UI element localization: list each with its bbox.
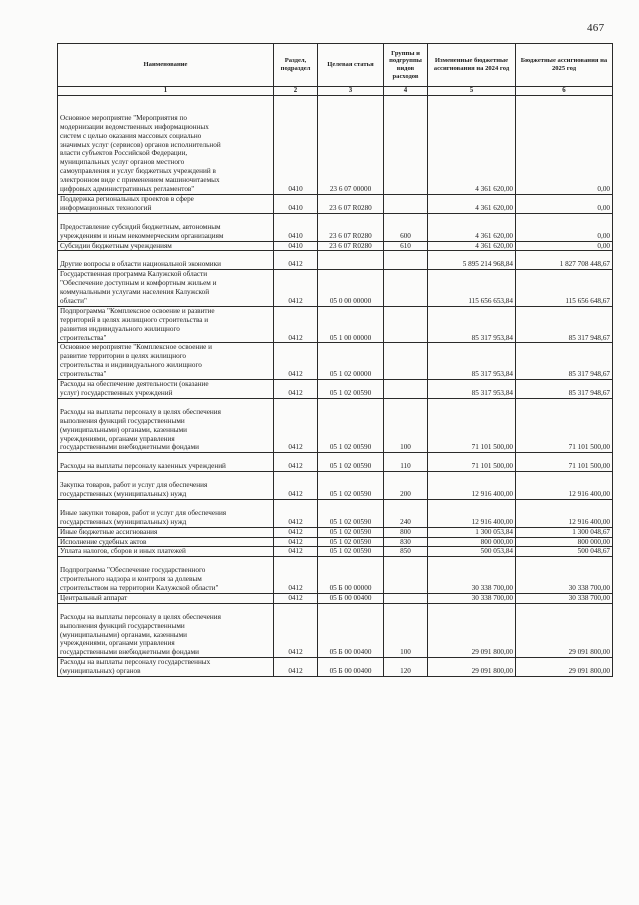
row-name [58,527,274,537]
row-name-line: (муниципальных) органов [60,667,141,676]
row-amount-2024: 29 091 800,00 [428,603,516,657]
row-amount-2024: 500 053,84 [428,547,516,557]
row-amount-2024: 71 101 500,00 [428,398,516,452]
row-amount-2024: 1 300 053,84 [428,527,516,537]
row-group: 850 [384,547,428,557]
row-name-line: Расходы на выплаты персоналу в целях обеспечения [60,407,221,416]
column-number: 2 [274,87,318,96]
row-amount-2025: 71 101 500,00 [516,398,613,452]
row-amount-2025: 800 000,00 [516,537,613,547]
header-section: Раздел, подраздел [274,44,318,87]
row-name-line: выполнения функций государственными [60,416,185,425]
row-article: 05 1 02 00590 [318,380,384,399]
row-name-line: (муниципальными) органами, казенными [60,425,188,434]
row-name-line: "Обеспечение доступным и комфортным жильем и [60,279,217,288]
row-article: 05 1 02 00590 [318,453,384,472]
row-name-line: электронном виде с применением машиночитаемых [60,176,220,185]
row-name-line: Расходы на выплаты персоналу казенных учреждений [60,462,226,471]
row-name-line: Основное мероприятие "Мероприятия по [60,113,187,122]
row-name [58,241,274,251]
row-name-line: власти субъектов Российской Федерации, [60,149,188,158]
column-number: 5 [428,87,516,96]
row-name [58,658,274,677]
table-row [58,241,613,251]
row-name-line: Расходы на выплаты персоналу государственных [60,658,211,667]
row-name-line: Поддержка региональных проектов в сфере [60,194,194,203]
table-row [58,343,613,380]
row-name-line [60,96,271,105]
row-article: 05 1 02 00590 [318,499,384,527]
row-article: 05 1 02 00590 [318,527,384,537]
table-row [58,547,613,557]
row-article: 05 1 02 00000 [318,343,384,380]
row-section: 0412 [274,306,318,343]
header-article: Целевая статья [318,44,384,87]
row-section: 0412 [274,603,318,657]
row-article: 23 6 07 00000 [318,96,384,195]
row-name-line: государственными внебюджетными фондами [60,443,199,452]
row-amount-2025: 1 300 048,67 [516,527,613,537]
table-row [58,658,613,677]
row-article: 05 0 00 00000 [318,270,384,307]
row-article: 05 1 00 00000 [318,306,384,343]
row-name [58,306,274,343]
column-number: 3 [318,87,384,96]
row-section: 0412 [274,547,318,557]
row-group: 830 [384,537,428,547]
row-name-line: Подпрограмма "Обеспечение государственного [60,566,206,575]
column-number: 1 [58,87,274,96]
row-amount-2024: 4 361 620,00 [428,241,516,251]
row-amount-2025: 12 916 400,00 [516,472,613,500]
row-name-line: строительства" [60,333,107,342]
row-name-line: учреждениями, органами управления [60,639,175,648]
row-article: 05 Б 00 00400 [318,658,384,677]
row-name [58,499,274,527]
row-group [384,593,428,603]
row-name [58,96,274,195]
row-name-line: учреждениям и иным некоммерческим организациям [60,231,224,240]
row-article: 23 6 07 R0280 [318,241,384,251]
row-amount-2024: 4 361 620,00 [428,194,516,213]
row-amount-2024: 12 916 400,00 [428,499,516,527]
row-article: 05 Б 00 00000 [318,557,384,594]
row-article: 23 6 07 R0280 [318,213,384,241]
row-section: 0410 [274,241,318,251]
row-group [384,306,428,343]
row-group: 800 [384,527,428,537]
row-name-line [60,399,271,408]
row-name-line: Уплата налогов, сборов и иных платежей [60,547,186,556]
row-amount-2025: 0,00 [516,213,613,241]
row-amount-2024: 12 916 400,00 [428,472,516,500]
row-amount-2025: 29 091 800,00 [516,603,613,657]
row-name [58,557,274,594]
row-name-line [60,453,271,462]
budget-table [57,43,613,677]
row-name-line: Подпрограмма "Комплексное освоение и развитие [60,306,215,315]
row-name [58,194,274,213]
row-amount-2024: 30 338 700,00 [428,557,516,594]
row-name-line: строительства и индивидуального жилищного [60,361,202,370]
row-article: 05 Б 00 00400 [318,603,384,657]
row-section: 0412 [274,499,318,527]
row-amount-2025: 71 101 500,00 [516,453,613,472]
row-name-line [60,472,271,481]
row-section: 0412 [274,270,318,307]
row-name [58,537,274,547]
column-number-row [58,87,613,96]
row-name-line: муниципальных услуг органов местного [60,158,185,167]
row-name [58,603,274,657]
table-row [58,593,613,603]
row-amount-2025: 30 338 700,00 [516,593,613,603]
row-name-line: выполнения функций государственными [60,621,185,630]
table-body [58,96,613,677]
table-row [58,557,613,594]
table-row [58,194,613,213]
row-group: 120 [384,658,428,677]
row-section: 0410 [274,96,318,195]
row-group [384,343,428,380]
row-section: 0412 [274,251,318,270]
table-row [58,306,613,343]
row-section: 0412 [274,527,318,537]
row-name-line [60,557,271,566]
table-row [58,398,613,452]
row-name [58,453,274,472]
row-section: 0412 [274,557,318,594]
row-name-line: Расходы на обеспечение деятельности (оказание [60,380,209,389]
header-row [58,44,613,87]
row-amount-2024: 4 361 620,00 [428,213,516,241]
row-amount-2024: 4 361 620,00 [428,96,516,195]
table-row [58,603,613,657]
row-name-line: Государственная программа Калужской области [60,270,208,279]
row-article: 23 6 07 R0280 [318,194,384,213]
row-section: 0412 [274,380,318,399]
header-2024: Измененные бюджетные ассигнования на 2024 год [428,44,516,87]
row-section: 0412 [274,658,318,677]
row-name-line: Иные закупки товаров, работ и услуг для обеспечения [60,508,227,517]
row-name-line: государственными внебюджетными фондами [60,648,199,657]
row-article: 05 1 02 00590 [318,398,384,452]
column-number: 4 [384,87,428,96]
row-group [384,557,428,594]
table-row [58,537,613,547]
row-name-line: строительством на территории Калужской области" [60,584,219,593]
header-2025: Бюджетные ассигнования на 2025 год [516,44,613,87]
table-row [58,380,613,399]
row-amount-2024: 85 317 953,84 [428,306,516,343]
row-name-line: Основное мероприятие "Комплексное освоение и [60,343,212,352]
row-name-line: (муниципальными) органами, казенными [60,630,188,639]
table-row [58,270,613,307]
row-name-line: модернизации ведомственных информационных [60,122,209,131]
row-name-line: государственных (муниципальных) нужд [60,517,187,526]
row-group [384,194,428,213]
row-amount-2025: 1 827 708 448,67 [516,251,613,270]
row-amount-2024: 30 338 700,00 [428,593,516,603]
row-name-line: развитие территории в целях жилищного [60,352,187,361]
row-name-line: информационных технологий [60,203,152,212]
row-group [384,380,428,399]
row-section: 0410 [274,194,318,213]
row-amount-2024: 85 317 953,84 [428,380,516,399]
row-name-line: учреждениями, органами управления [60,434,175,443]
table-row [58,499,613,527]
row-group [384,270,428,307]
row-name-line [60,251,271,260]
table-row [58,251,613,270]
row-name [58,547,274,557]
row-amount-2024: 29 091 800,00 [428,658,516,677]
row-section: 0412 [274,453,318,472]
row-article: 05 Б 00 00400 [318,593,384,603]
row-name-line [60,500,271,509]
row-amount-2025: 29 091 800,00 [516,658,613,677]
row-amount-2025: 115 656 648,67 [516,270,613,307]
row-section: 0412 [274,398,318,452]
row-group: 600 [384,213,428,241]
row-name-line [60,214,271,223]
row-name [58,593,274,603]
row-section: 0412 [274,537,318,547]
row-name-line: систем с целью оказания массовых социально [60,131,202,140]
row-name [58,270,274,307]
row-name-line: Иные бюджетные ассигнования [60,527,158,536]
row-name-line: самоуправления и услуг бюджетных учреждений в [60,167,216,176]
row-name [58,398,274,452]
row-group: 110 [384,453,428,472]
row-name-line: услуг) государственных учреждений [60,389,173,397]
row-article [318,251,384,270]
row-name [58,343,274,380]
row-name [58,380,274,399]
row-amount-2024: 85 317 953,84 [428,343,516,380]
row-group: 100 [384,603,428,657]
table-row [58,213,613,241]
row-name-line: территорий в целях жилищного строительства и [60,315,209,324]
row-amount-2025: 0,00 [516,194,613,213]
row-name-line: государственных (муниципальных) нужд [60,489,187,498]
table-row [58,527,613,537]
row-amount-2024: 115 656 653,84 [428,270,516,307]
row-group: 240 [384,499,428,527]
row-section: 0412 [274,343,318,380]
row-group [384,251,428,270]
row-amount-2025: 85 317 948,67 [516,380,613,399]
row-amount-2025: 85 317 948,67 [516,343,613,380]
row-amount-2024: 71 101 500,00 [428,453,516,472]
row-article: 05 1 02 00590 [318,547,384,557]
row-group: 610 [384,241,428,251]
row-name-line: Субсидии бюджетным учреждениям [60,241,172,250]
row-name-line: области" [60,296,87,305]
table-row [58,96,613,195]
row-name-line: значимых услуг (сервисов) органов исполнительной [60,140,221,149]
row-name-line: цифровых административных регламентов" [60,185,195,194]
row-name-line: Закупка товаров, работ и услуг для обеспечения [60,481,208,490]
row-name-line: Предоставление субсидий бюджетным, автономным [60,222,221,231]
row-section: 0412 [274,472,318,500]
row-name-line [60,604,271,613]
table-row [58,472,613,500]
row-name [58,213,274,241]
row-group [384,96,428,195]
row-amount-2025: 500 048,67 [516,547,613,557]
row-amount-2024: 5 895 214 968,84 [428,251,516,270]
row-section: 0412 [274,593,318,603]
row-name-line [60,105,271,114]
row-name-line: Другие вопросы в области национальной экономики [60,260,221,269]
row-article: 05 1 02 00590 [318,537,384,547]
row-name-line: строительного надзора и контроля за долевым [60,575,202,584]
row-group: 100 [384,398,428,452]
row-name-line: Исполнение судебных актов [60,537,147,546]
page-number: 467 [587,22,605,34]
row-article: 05 1 02 00590 [318,472,384,500]
row-amount-2024: 800 000,00 [428,537,516,547]
row-amount-2025: 85 317 948,67 [516,306,613,343]
header-name: Наименование [58,44,274,87]
row-name-line: Центральный аппарат [60,593,128,602]
row-name-line: строительства" [60,370,107,379]
row-group: 200 [384,472,428,500]
row-name [58,251,274,270]
row-name-line: Расходы на выплаты персоналу в целях обеспечения [60,612,221,621]
row-amount-2025: 30 338 700,00 [516,557,613,594]
row-name-line: коммунальными услугами населения Калужской [60,288,210,297]
row-name-line: развития индивидуального жилищного [60,324,180,333]
row-amount-2025: 0,00 [516,96,613,195]
header-group: Группы и подгруппы видов расходов [384,44,428,87]
column-number: 6 [516,87,613,96]
row-amount-2025: 12 916 400,00 [516,499,613,527]
table-row [58,453,613,472]
row-section: 0410 [274,213,318,241]
row-name [58,472,274,500]
row-amount-2025: 0,00 [516,241,613,251]
